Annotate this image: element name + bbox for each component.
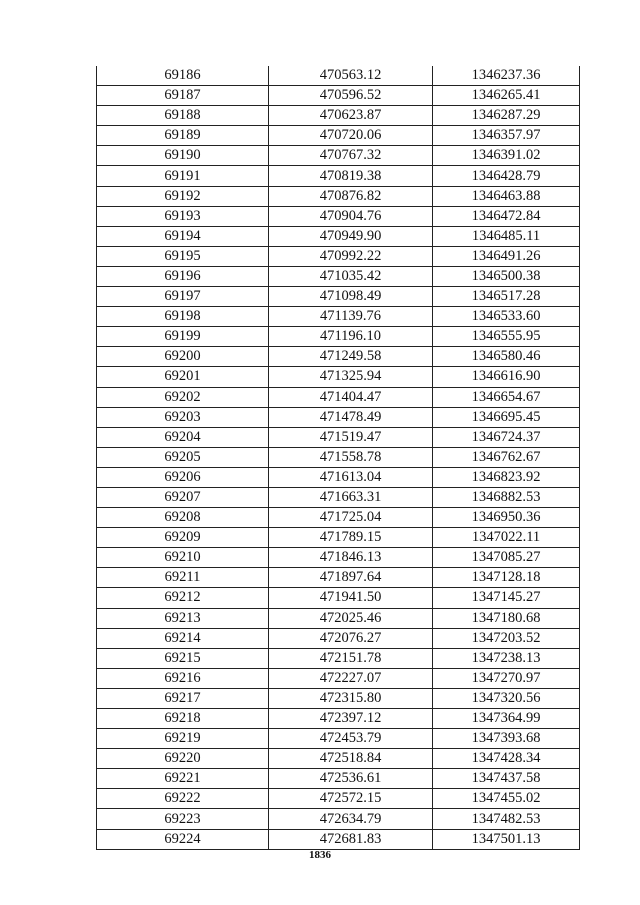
- x-coordinate-cell: 470623.87: [269, 106, 433, 126]
- point-id-cell: 69190: [97, 146, 269, 166]
- x-coordinate-cell: 472227.07: [269, 668, 433, 688]
- x-coordinate-cell: 470949.90: [269, 226, 433, 246]
- y-coordinate-cell: 1346882.53: [433, 487, 580, 507]
- x-coordinate-cell: 472151.78: [269, 648, 433, 668]
- point-id-cell: 69221: [97, 769, 269, 789]
- x-coordinate-cell: 471725.04: [269, 508, 433, 528]
- table-row: [97, 729, 580, 749]
- y-coordinate-cell: 1346555.95: [433, 327, 580, 347]
- x-coordinate-cell: 471035.42: [269, 266, 433, 286]
- y-coordinate-cell: 1346616.90: [433, 367, 580, 387]
- y-coordinate-cell: 1347428.34: [433, 749, 580, 769]
- point-id-cell: 69213: [97, 608, 269, 628]
- table-row: [97, 106, 580, 126]
- y-coordinate-cell: 1347482.53: [433, 809, 580, 829]
- point-id-cell: 69214: [97, 628, 269, 648]
- table-row: [97, 769, 580, 789]
- table-row: [97, 307, 580, 327]
- x-coordinate-cell: 470904.76: [269, 206, 433, 226]
- point-id-cell: 69192: [97, 186, 269, 206]
- point-id-cell: 69212: [97, 588, 269, 608]
- point-id-cell: 69208: [97, 508, 269, 528]
- point-id-cell: 69206: [97, 467, 269, 487]
- point-id-cell: 69199: [97, 327, 269, 347]
- point-id-cell: 69210: [97, 548, 269, 568]
- x-coordinate-cell: 471478.49: [269, 407, 433, 427]
- x-coordinate-cell: 472634.79: [269, 809, 433, 829]
- y-coordinate-cell: 1346724.37: [433, 427, 580, 447]
- y-coordinate-cell: 1347238.13: [433, 648, 580, 668]
- x-coordinate-cell: 471098.49: [269, 287, 433, 307]
- point-id-cell: 69203: [97, 407, 269, 427]
- table-row: [97, 86, 580, 106]
- point-id-cell: 69211: [97, 568, 269, 588]
- table-row: [97, 548, 580, 568]
- point-id-cell: 69209: [97, 528, 269, 548]
- point-id-cell: 69198: [97, 307, 269, 327]
- y-coordinate-cell: 1347455.02: [433, 789, 580, 809]
- point-id-cell: 69200: [97, 347, 269, 367]
- point-id-cell: 69220: [97, 749, 269, 769]
- point-id-cell: 69195: [97, 246, 269, 266]
- table-row: [97, 66, 580, 86]
- table-row: [97, 206, 580, 226]
- page-number: 1836: [309, 849, 331, 861]
- table-row: [97, 467, 580, 487]
- point-id-cell: 69196: [97, 266, 269, 286]
- x-coordinate-cell: 472572.15: [269, 789, 433, 809]
- y-coordinate-cell: 1347501.13: [433, 829, 580, 849]
- x-coordinate-cell: 471519.47: [269, 427, 433, 447]
- x-coordinate-cell: 471846.13: [269, 548, 433, 568]
- y-coordinate-cell: 1347180.68: [433, 608, 580, 628]
- table-row: [97, 749, 580, 769]
- x-coordinate-cell: 470992.22: [269, 246, 433, 266]
- table-row: [97, 568, 580, 588]
- point-id-cell: 69202: [97, 387, 269, 407]
- table-row: [97, 668, 580, 688]
- table-row: [97, 186, 580, 206]
- table-body: [97, 66, 580, 849]
- table-row: [97, 809, 580, 829]
- x-coordinate-cell: 471941.50: [269, 588, 433, 608]
- x-coordinate-cell: 470563.12: [269, 66, 433, 86]
- y-coordinate-cell: 1347270.97: [433, 668, 580, 688]
- point-id-cell: 69204: [97, 427, 269, 447]
- y-coordinate-cell: 1346391.02: [433, 146, 580, 166]
- x-coordinate-cell: 471663.31: [269, 487, 433, 507]
- y-coordinate-cell: 1346517.28: [433, 287, 580, 307]
- table-row: [97, 789, 580, 809]
- x-coordinate-cell: 470819.38: [269, 166, 433, 186]
- point-id-cell: 69188: [97, 106, 269, 126]
- table-row: [97, 266, 580, 286]
- x-coordinate-cell: 471558.78: [269, 447, 433, 467]
- y-coordinate-cell: 1346491.26: [433, 246, 580, 266]
- point-id-cell: 69187: [97, 86, 269, 106]
- y-coordinate-cell: 1346580.46: [433, 347, 580, 367]
- x-coordinate-cell: 471139.76: [269, 307, 433, 327]
- x-coordinate-cell: 472397.12: [269, 709, 433, 729]
- table-row: [97, 628, 580, 648]
- x-coordinate-cell: 471325.94: [269, 367, 433, 387]
- table-row: [97, 387, 580, 407]
- x-coordinate-cell: 470767.32: [269, 146, 433, 166]
- y-coordinate-cell: 1347085.27: [433, 548, 580, 568]
- y-coordinate-cell: 1347022.11: [433, 528, 580, 548]
- table-row: [97, 447, 580, 467]
- x-coordinate-cell: 471613.04: [269, 467, 433, 487]
- y-coordinate-cell: 1346950.36: [433, 508, 580, 528]
- y-coordinate-cell: 1346237.36: [433, 66, 580, 86]
- x-coordinate-cell: 472518.84: [269, 749, 433, 769]
- y-coordinate-cell: 1346533.60: [433, 307, 580, 327]
- y-coordinate-cell: 1346287.29: [433, 106, 580, 126]
- point-id-cell: 69207: [97, 487, 269, 507]
- point-id-cell: 69193: [97, 206, 269, 226]
- table-row: [97, 648, 580, 668]
- table-row: [97, 166, 580, 186]
- y-coordinate-cell: 1346485.11: [433, 226, 580, 246]
- point-id-cell: 69189: [97, 126, 269, 146]
- y-coordinate-cell: 1346762.67: [433, 447, 580, 467]
- table-row: [97, 588, 580, 608]
- y-coordinate-cell: 1346654.67: [433, 387, 580, 407]
- x-coordinate-cell: 472025.46: [269, 608, 433, 628]
- point-id-cell: 69217: [97, 688, 269, 708]
- x-coordinate-cell: 471196.10: [269, 327, 433, 347]
- point-id-cell: 69186: [97, 66, 269, 86]
- y-coordinate-cell: 1347203.52: [433, 628, 580, 648]
- table-row: [97, 407, 580, 427]
- y-coordinate-cell: 1347437.58: [433, 769, 580, 789]
- x-coordinate-cell: 471249.58: [269, 347, 433, 367]
- table-row: [97, 327, 580, 347]
- point-id-cell: 69201: [97, 367, 269, 387]
- table-row: [97, 608, 580, 628]
- table-row: [97, 287, 580, 307]
- coordinates-table: [96, 66, 580, 850]
- point-id-cell: 69205: [97, 447, 269, 467]
- y-coordinate-cell: 1347364.99: [433, 709, 580, 729]
- point-id-cell: 69197: [97, 287, 269, 307]
- y-coordinate-cell: 1346463.88: [433, 186, 580, 206]
- table-row: [97, 146, 580, 166]
- x-coordinate-cell: 471404.47: [269, 387, 433, 407]
- x-coordinate-cell: 472453.79: [269, 729, 433, 749]
- y-coordinate-cell: 1346823.92: [433, 467, 580, 487]
- table-row: [97, 347, 580, 367]
- table-row: [97, 688, 580, 708]
- y-coordinate-cell: 1346695.45: [433, 407, 580, 427]
- y-coordinate-cell: 1346428.79: [433, 166, 580, 186]
- point-id-cell: 69218: [97, 709, 269, 729]
- x-coordinate-cell: 471789.15: [269, 528, 433, 548]
- x-coordinate-cell: 470720.06: [269, 126, 433, 146]
- x-coordinate-cell: 470596.52: [269, 86, 433, 106]
- point-id-cell: 69222: [97, 789, 269, 809]
- point-id-cell: 69216: [97, 668, 269, 688]
- point-id-cell: 69224: [97, 829, 269, 849]
- x-coordinate-cell: 472536.61: [269, 769, 433, 789]
- y-coordinate-cell: 1346500.38: [433, 266, 580, 286]
- x-coordinate-cell: 472681.83: [269, 829, 433, 849]
- table-row: [97, 126, 580, 146]
- x-coordinate-cell: 471897.64: [269, 568, 433, 588]
- x-coordinate-cell: 472076.27: [269, 628, 433, 648]
- y-coordinate-cell: 1347145.27: [433, 588, 580, 608]
- y-coordinate-cell: 1346357.97: [433, 126, 580, 146]
- y-coordinate-cell: 1347393.68: [433, 729, 580, 749]
- table-row: [97, 528, 580, 548]
- table-row: [97, 709, 580, 729]
- point-id-cell: 69191: [97, 166, 269, 186]
- y-coordinate-cell: 1346265.41: [433, 86, 580, 106]
- table-row: [97, 367, 580, 387]
- table-row: [97, 427, 580, 447]
- x-coordinate-cell: 472315.80: [269, 688, 433, 708]
- y-coordinate-cell: 1347128.18: [433, 568, 580, 588]
- point-id-cell: 69219: [97, 729, 269, 749]
- table-row: [97, 226, 580, 246]
- table-row: [97, 829, 580, 849]
- table-row: [97, 246, 580, 266]
- point-id-cell: 69194: [97, 226, 269, 246]
- point-id-cell: 69215: [97, 648, 269, 668]
- point-id-cell: 69223: [97, 809, 269, 829]
- table-row: [97, 508, 580, 528]
- y-coordinate-cell: 1347320.56: [433, 688, 580, 708]
- table-row: [97, 487, 580, 507]
- y-coordinate-cell: 1346472.84: [433, 206, 580, 226]
- x-coordinate-cell: 470876.82: [269, 186, 433, 206]
